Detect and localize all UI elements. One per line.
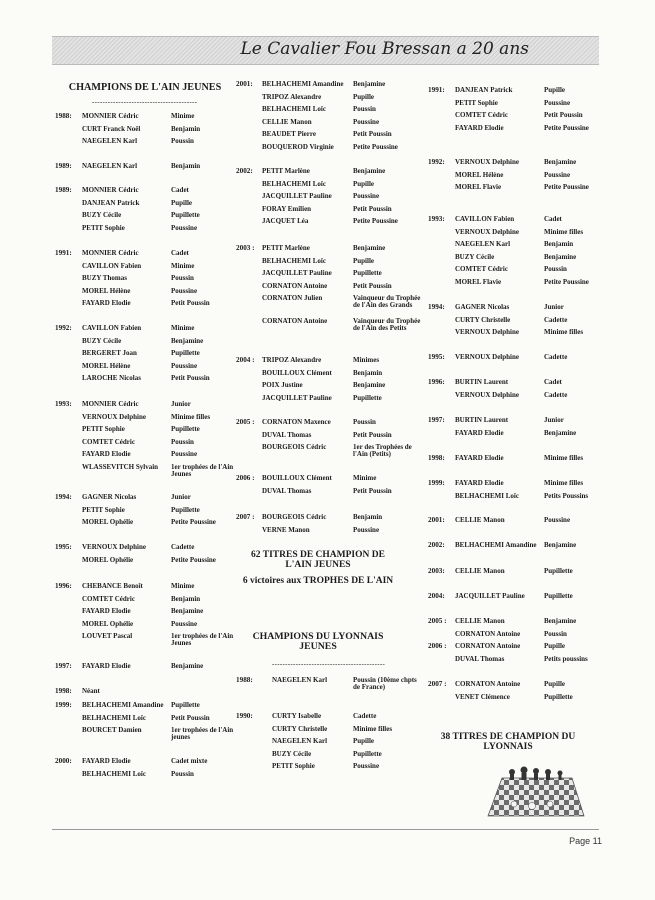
champion-name: CELLIE Manon xyxy=(455,567,505,575)
champion-name: TRIPOZ Alexandre xyxy=(262,92,322,101)
page-number: Page 11 xyxy=(569,836,602,846)
category-label: Minime xyxy=(171,261,195,270)
category-label: Benjamine xyxy=(544,158,577,166)
category-label: Pupille xyxy=(544,642,566,650)
champion-name: NAEGELEN Karl xyxy=(272,737,328,746)
year-label: 1994: xyxy=(55,493,72,501)
champion-name: BOURGEOIS Cédric xyxy=(262,443,327,452)
category-label: Pupillette xyxy=(171,211,200,220)
category-label: Benjamine xyxy=(353,244,386,252)
champion-name: CORNATON Antoine xyxy=(455,629,521,638)
champion-name: VERNOUX Delphine xyxy=(82,543,146,551)
champion-name: CURTY Isabelle xyxy=(272,712,322,720)
champion-name: WLASSEVITCH Sylvain xyxy=(82,463,159,471)
champion-name: PETIT Sophie xyxy=(455,98,498,107)
champion-name: BELHACHEMI Loïc xyxy=(82,713,146,722)
category-label: Poussine xyxy=(353,192,380,201)
category-label: Poussin xyxy=(171,437,194,446)
year-label: 1994: xyxy=(428,303,445,311)
category-label: Pupillette xyxy=(171,701,200,709)
category-label: Benjamin xyxy=(353,513,383,521)
category-label: Pupille xyxy=(544,86,566,94)
category-label: Cadette xyxy=(353,712,377,720)
champion-name: FAYARD Elodie xyxy=(455,479,504,487)
category-label: Poussin xyxy=(171,137,194,146)
category-label: Vainqueur du Trophée de l'Ain des Petits xyxy=(353,317,421,333)
champion-name: CORNATON Antoine xyxy=(455,642,521,650)
category-label: 1er des Trophées de l'Ain (Petits) xyxy=(353,443,412,459)
category-label: Cadette xyxy=(171,543,195,551)
champion-name: BUZY Cécile xyxy=(272,749,312,758)
category-label: Pupille xyxy=(353,256,375,265)
category-label: Poussin xyxy=(171,274,194,283)
ain-trophies-count: 6 victoires aux TROPHES DE L'AIN xyxy=(242,576,394,586)
header-banner xyxy=(52,36,599,65)
category-label: Petite Poussine xyxy=(353,143,398,151)
champion-name: PETIT Sophie xyxy=(82,223,125,232)
champion-name: GAGNER Nicolas xyxy=(455,303,510,311)
category-label: Pupillette xyxy=(353,393,382,402)
champion-name: CORNATON Maxence xyxy=(262,418,331,426)
champion-name: BOUQUEROD Virginie xyxy=(262,143,334,151)
champion-name: FAYARD Elodie xyxy=(455,428,504,437)
champion-name: BOURCET Damien xyxy=(82,726,142,735)
category-label: Minime filles xyxy=(544,454,584,462)
category-label: Petits poussins xyxy=(544,654,588,663)
champion-name: FAYARD Elodie xyxy=(82,757,131,765)
category-label: 1er trophées de l'Ain Jeunes xyxy=(171,632,234,648)
year-label: 1991: xyxy=(55,249,72,257)
category-label: Petit Poussin xyxy=(353,204,392,213)
category-label: Poussine xyxy=(353,117,380,126)
category-label: Poussine xyxy=(171,619,198,628)
champion-name: CORNATON Antoine xyxy=(455,680,521,688)
champion-name: CURTY Christelle xyxy=(272,724,328,733)
category-label: Poussine xyxy=(544,98,571,107)
category-label: Poussine xyxy=(171,361,198,370)
champion-name: CAVILLON Fabien xyxy=(82,324,142,332)
champion-name: BELHACHEMI Loïc xyxy=(262,179,326,188)
year-label: 1992: xyxy=(428,158,445,166)
year-label: 1998: xyxy=(55,687,72,695)
year-label: 2006 : xyxy=(428,642,447,650)
footer-divider xyxy=(52,829,599,830)
year-label: 1989: xyxy=(55,186,72,194)
champion-name: FAYARD Elodie xyxy=(82,299,131,308)
category-label: Pupille xyxy=(353,737,375,746)
champion-name: FAYARD Elodie xyxy=(455,454,504,462)
champion-name: BEAUDET Pierre xyxy=(262,130,316,139)
category-label: Benjamine xyxy=(353,381,386,390)
year-label: 2004 : xyxy=(236,356,255,364)
total-lyonnais-titles: 38 TITRES DE CHAMPION DU LYONNAIS xyxy=(440,732,576,752)
champion-name: BOUILLOUX Clément xyxy=(262,474,332,482)
year-label: 1998: xyxy=(428,454,445,462)
year-label: 1990: xyxy=(236,712,253,720)
category-label: Poussin xyxy=(353,105,376,114)
champion-name: MONNIER Cédric xyxy=(82,112,139,120)
category-label: Cadette xyxy=(544,390,568,399)
champion-name: BOURGEOIS Cédric xyxy=(262,513,327,521)
category-label: Minime xyxy=(171,324,195,332)
category-label: Minime filles xyxy=(544,479,584,487)
champion-name: MOREL Hélène xyxy=(82,361,131,370)
year-label: 1999: xyxy=(428,479,445,487)
champion-name: BELHACHEMI Loïc xyxy=(455,491,519,500)
champion-name: PETIT Marlène xyxy=(262,244,310,252)
champion-name: VERNE Manon xyxy=(262,525,310,534)
champion-name: CAVILLON Fabien xyxy=(82,261,142,270)
champion-name: CELLIE Manon xyxy=(262,117,312,126)
champion-name: CURT Franck Noël xyxy=(82,124,141,133)
champion-name: Néant xyxy=(82,687,100,695)
champion-name: DUVAL Thomas xyxy=(262,430,312,439)
champion-name: FORAY Emilien xyxy=(262,204,312,213)
champion-name: PETIT Sophie xyxy=(272,762,315,771)
champion-name: COMTET Cédric xyxy=(82,594,135,603)
category-label: Junior xyxy=(171,493,191,501)
category-label: Benjamine xyxy=(544,428,577,437)
category-label: Vainqueur du Trophée de l'Ain des Grands xyxy=(353,294,421,310)
year-label: 1993: xyxy=(55,400,72,408)
category-label: Pupille xyxy=(353,179,375,188)
category-label: Benjamin xyxy=(171,124,201,133)
category-label: Pupillette xyxy=(544,567,573,575)
champion-name: JACQUILLET Pauline xyxy=(262,192,332,201)
champion-name: BELHACHEMI Loïc xyxy=(82,769,146,778)
category-label: Cadet xyxy=(544,378,562,386)
category-label: Benjamine xyxy=(544,617,577,625)
champion-name: BURTIN Laurent xyxy=(455,416,509,424)
category-label: Pupillette xyxy=(353,749,382,758)
category-label: Junior xyxy=(171,400,191,408)
champion-name: LOUVET Pascal xyxy=(82,632,133,641)
champion-name: DANJEAN Patrick xyxy=(82,198,140,207)
champion-name: CHEBANCE Benoît xyxy=(82,582,143,590)
champion-name: MONNIER Cédric xyxy=(82,400,139,408)
category-label: Petite Poussine xyxy=(544,123,589,132)
year-label: 1995: xyxy=(428,353,445,361)
category-label: Minime filles xyxy=(171,412,211,421)
category-label: Poussine xyxy=(353,525,380,534)
champion-name: VERNOUX Delphine xyxy=(82,412,146,421)
year-label: 2005 : xyxy=(236,418,255,426)
category-label: Pupillette xyxy=(544,692,573,701)
chessboard-image xyxy=(484,760,586,820)
category-label: Minime filles xyxy=(353,724,393,733)
year-label: 1999: xyxy=(55,701,72,709)
champion-name: VERNOUX Delphine xyxy=(455,227,519,236)
category-label: Cadet xyxy=(171,249,189,257)
category-label: Benjamine xyxy=(171,336,204,345)
champion-name: BUZY Cécile xyxy=(455,252,495,261)
year-label: 1997: xyxy=(55,662,72,670)
champion-name: BELHACHEMI Amandine xyxy=(82,701,164,709)
champion-name: VERNOUX Delphine xyxy=(455,353,519,361)
year-label: 1996: xyxy=(55,582,72,590)
champion-name: DANJEAN Patrick xyxy=(455,86,513,94)
champion-name: COMTET Cédric xyxy=(82,437,135,446)
category-label: Cadette xyxy=(544,315,568,324)
category-label: Benjamine xyxy=(353,167,386,175)
category-label: Petit Poussin xyxy=(171,299,210,308)
category-label: Junior xyxy=(544,416,564,424)
champion-name: MOREL Ophélie xyxy=(82,555,134,564)
champion-name: PETIT Sophie xyxy=(82,505,125,514)
category-label: Petite Poussine xyxy=(353,217,398,226)
section-title-ain: CHAMPIONS DE L'AIN JEUNES xyxy=(68,82,222,93)
champion-name: MOREL Hélène xyxy=(455,170,504,179)
champion-name: VERNOUX Delphine xyxy=(455,328,519,337)
year-label: 2003: xyxy=(428,567,445,575)
category-label: 1er trophées de l'Ain Jeunes xyxy=(171,463,234,478)
champion-name: BOUILLOUX Clément xyxy=(262,368,332,377)
champion-name: FAYARD Elodie xyxy=(82,607,131,616)
champion-name: VENET Clémence xyxy=(455,692,510,701)
champion-name: PETIT Marlène xyxy=(262,167,310,175)
category-label: Pupille xyxy=(353,92,375,101)
year-label: 2002: xyxy=(236,167,253,175)
category-label: Pupillette xyxy=(353,269,382,278)
category-label: Benjamin xyxy=(171,594,201,603)
category-label: Benjamine xyxy=(544,252,577,261)
category-label: Benjamine xyxy=(353,80,386,88)
year-label: 1993: xyxy=(428,215,445,223)
champion-name: TRIPOZ Alexandre xyxy=(262,356,322,364)
year-label: 2004: xyxy=(428,592,445,600)
category-label: Poussin (10ème chpts de France) xyxy=(353,676,417,691)
champion-name: COMTET Cédric xyxy=(455,111,508,120)
champion-name: CAVILLON Fabien xyxy=(455,215,515,223)
category-label: Petit Poussin xyxy=(171,374,210,383)
champion-name: COMTET Cédric xyxy=(455,265,508,274)
category-label: Petits Poussins xyxy=(544,491,589,500)
year-label: 1992: xyxy=(55,324,72,332)
category-label: Benjamin xyxy=(544,240,574,249)
category-label: Cadet mixte xyxy=(171,757,208,765)
category-label: Junior xyxy=(544,303,564,311)
champion-name: FAYARD Elodie xyxy=(455,123,504,132)
champion-name: LAROCHE Nicolas xyxy=(82,374,141,383)
champion-name: CORNATON Antoine xyxy=(262,281,328,290)
category-label: Petit Poussin xyxy=(353,430,392,439)
category-label: Petite Poussine xyxy=(171,518,216,527)
category-label: Minime xyxy=(171,112,195,120)
year-label: 1988: xyxy=(55,112,72,120)
category-label: Minime xyxy=(171,582,195,590)
category-label: Petite Poussine xyxy=(171,555,216,564)
category-label: Benjamine xyxy=(171,662,204,670)
champion-name: JACQUILLET Pauline xyxy=(262,269,332,278)
category-label: Poussine xyxy=(353,762,380,771)
champion-name: NAEGELEN Karl xyxy=(455,240,511,249)
section-divider: ------------------------------------------- xyxy=(272,660,386,668)
category-label: Cadet xyxy=(171,186,189,194)
champion-name: BUZY Thomas xyxy=(82,274,127,283)
category-label: Poussine xyxy=(544,516,571,524)
category-label: Cadet xyxy=(544,215,562,223)
category-label: Pupille xyxy=(171,198,193,207)
champion-name: BELHACHEMI Loïc xyxy=(262,256,326,265)
year-label: 1989: xyxy=(55,162,72,170)
champion-name: FAYARD Elodie xyxy=(82,450,131,459)
champion-name: MOREL Ophélie xyxy=(82,518,134,527)
champion-name: MONNIER Cédric xyxy=(82,186,139,194)
category-label: Benjamin xyxy=(353,368,383,377)
champion-name: JACQUILLET Pauline xyxy=(262,393,332,402)
section-title-lyonnais: CHAMPIONS DU LYONNAIS JEUNES xyxy=(252,631,384,652)
total-ain-titles: 62 TITRES DE CHAMPION DE L'AIN JEUNES xyxy=(251,550,385,570)
champion-name: MOREL Flavie xyxy=(455,278,502,286)
category-label: Poussine xyxy=(171,223,198,232)
category-label: Pupillette xyxy=(171,505,200,514)
champion-name: CELLIE Manon xyxy=(455,516,505,524)
category-label: Minimes xyxy=(353,356,380,364)
category-label: Pupillette xyxy=(171,425,200,434)
category-label: Benjamin xyxy=(171,162,201,170)
champion-name: MOREL Hélène xyxy=(82,286,131,295)
category-label: Minime filles xyxy=(544,328,584,337)
champion-name: BUZY Cécile xyxy=(82,336,122,345)
year-label: 2000: xyxy=(55,757,72,765)
champion-name: NAEGELEN Karl xyxy=(82,162,138,170)
champion-name: GAGNER Nicolas xyxy=(82,493,137,501)
category-label: Poussine xyxy=(171,450,198,459)
champion-name: BELHACHEMI Amandine xyxy=(455,541,537,549)
year-label: 2001: xyxy=(428,516,445,524)
category-label: Petit Poussin xyxy=(353,130,392,139)
category-label: Petit Poussin xyxy=(353,486,392,495)
champion-name: BURTIN Laurent xyxy=(455,378,509,386)
category-label: Poussin xyxy=(544,629,567,638)
category-label: Minime filles xyxy=(544,227,584,236)
champion-name: MOREL Ophélie xyxy=(82,619,134,628)
category-label: Poussine xyxy=(171,286,198,295)
champion-name: JACQUILLET Pauline xyxy=(455,592,525,600)
champion-name: NAEGELEN Karl xyxy=(82,137,138,146)
year-label: 1991: xyxy=(428,86,445,94)
year-label: 2003 : xyxy=(236,244,255,252)
category-label: Poussine xyxy=(544,170,571,179)
champion-name: BUZY Cécile xyxy=(82,211,122,220)
category-label: Petit Poussin xyxy=(353,281,392,290)
year-label: 2007 : xyxy=(428,680,447,688)
category-label: Poussin xyxy=(544,265,567,274)
category-label: Minime xyxy=(353,474,377,482)
category-label: Poussin xyxy=(171,769,194,778)
year-label: 2002: xyxy=(428,541,445,549)
category-label: Petit Poussin xyxy=(544,111,583,120)
champion-name: DUVAL Thomas xyxy=(455,654,505,663)
category-label: Petite Poussine xyxy=(544,278,589,286)
category-label: Petit Poussin xyxy=(171,713,210,722)
champion-name: CELLIE Manon xyxy=(455,617,505,625)
category-label: 1er trophées de l'Ain jeunes xyxy=(171,726,234,742)
category-label: Pupillette xyxy=(171,349,200,358)
champion-name: POIX Justine xyxy=(262,381,303,390)
category-label: Benjamine xyxy=(544,541,577,549)
champion-name: VERNOUX Delphine xyxy=(455,390,519,399)
champion-name: FAYARD Elodie xyxy=(82,662,131,670)
champion-name: PETIT Sophie xyxy=(82,425,125,434)
champion-name: MOREL Flavie xyxy=(455,183,502,192)
year-label: 2001: xyxy=(236,80,253,88)
year-label: 1996: xyxy=(428,378,445,386)
year-label: 2006 : xyxy=(236,474,255,482)
category-label: Pupillette xyxy=(544,592,573,600)
champion-name: CORNATON Antoine xyxy=(262,317,328,326)
category-label: Pupille xyxy=(544,680,566,688)
year-label: 2007 : xyxy=(236,513,255,521)
champion-name: DUVAL Thomas xyxy=(262,486,312,495)
champion-name: CURTY Christelle xyxy=(455,315,511,324)
champion-name: BERGERET Joan xyxy=(82,349,137,358)
category-label: Poussin xyxy=(353,418,376,426)
champion-name: BELHACHEMI Amandine xyxy=(262,80,344,88)
category-label: Cadette xyxy=(544,353,568,361)
category-label: Benjamine xyxy=(171,607,204,616)
champion-name: NAEGELEN Karl xyxy=(272,676,328,684)
champion-name: MONNIER Cédric xyxy=(82,249,139,257)
champion-name: BELHACHEMI Loïc xyxy=(262,105,326,114)
category-label: Petite Poussine xyxy=(544,183,589,192)
year-label: 1988: xyxy=(236,676,253,684)
champion-name: CORNATON Julien xyxy=(262,294,323,303)
year-label: 2005 : xyxy=(428,617,447,625)
champion-name: VERNOUX Delphine xyxy=(455,158,519,166)
year-label: 1995: xyxy=(55,543,72,551)
page-title: Le Cavalier Fou Bressan a 20 ans xyxy=(240,39,529,59)
champion-name: JACQUET Léa xyxy=(262,217,309,226)
year-label: 1997: xyxy=(428,416,445,424)
section-divider: ---------------------------------------- xyxy=(92,98,198,106)
